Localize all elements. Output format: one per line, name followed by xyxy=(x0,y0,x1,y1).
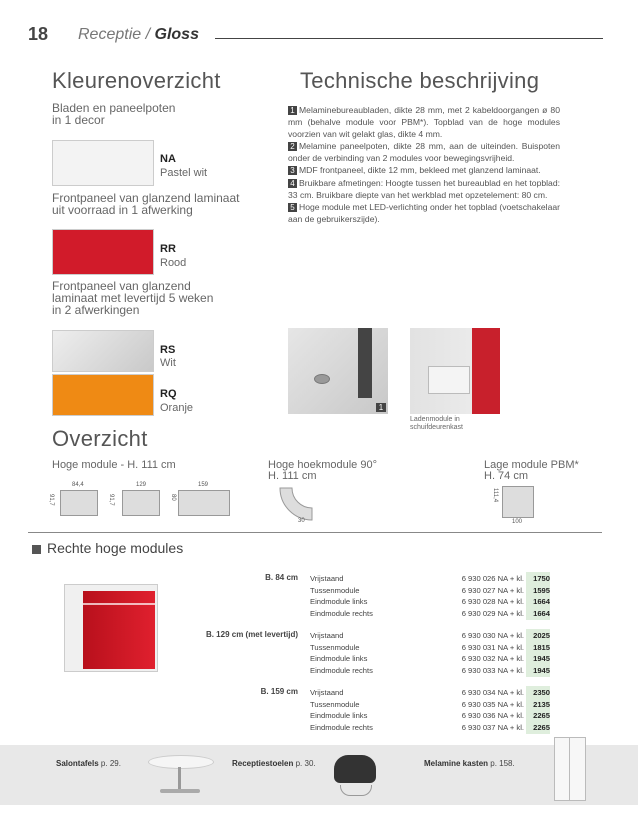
row-code: 6 930 027 NA + kl. xyxy=(461,585,524,595)
swatch-code-rr: RR xyxy=(160,243,176,255)
tech-description xyxy=(288,104,560,225)
row-price: 1815 xyxy=(533,642,550,652)
row-name: Vrijstaand xyxy=(310,574,344,583)
row-name: Tussenmodule xyxy=(310,585,360,595)
dim-label: 111,4 xyxy=(492,488,498,503)
row-code: 6 930 037 NA + kl. xyxy=(461,722,524,732)
swatch-name-na: Pastel wit xyxy=(160,167,208,179)
row-name: Tussenmodule xyxy=(310,699,360,709)
kleuren-title: Kleurenoverzicht xyxy=(52,68,221,93)
drawer-shape xyxy=(428,366,470,394)
row-price: 1945 xyxy=(533,654,550,663)
link-salontafels[interactable]: Salontafels p. 29. xyxy=(56,759,121,768)
swatch-na xyxy=(52,140,154,186)
row-name: Eindmodule rechts xyxy=(310,608,373,618)
red-panel xyxy=(472,328,500,414)
row-price: 1945 xyxy=(533,665,550,675)
bullet-square-icon xyxy=(32,545,41,554)
section-divider xyxy=(28,532,602,533)
row-code: 6 930 031 NA + kl. xyxy=(461,642,524,652)
row-name: Vrijstaand xyxy=(310,688,344,697)
row-price: 1664 xyxy=(533,608,550,618)
swatch-name-rs: Wit xyxy=(160,357,176,369)
swatch-rs xyxy=(52,330,154,372)
dim-label: 30 xyxy=(298,518,305,524)
swatch-name-rr: Rood xyxy=(160,257,187,269)
overzicht-title: Overzicht xyxy=(52,426,148,451)
link-melamine-kasten[interactable]: Melamine kasten p. 158. xyxy=(424,759,515,768)
row-name: Eindmodule rechts xyxy=(310,665,373,675)
detail-photo-cable xyxy=(288,328,388,414)
rechte-modules-heading: Rechte hoge modules xyxy=(32,540,183,556)
swatch-code-na: NA xyxy=(160,153,176,165)
row-code: 6 930 033 NA + kl. xyxy=(461,665,524,675)
row-price: 2135 xyxy=(533,699,550,709)
group1-text: Bladen en paneelpoten in 1 decor xyxy=(52,101,176,127)
dim-label: 80 xyxy=(170,494,176,501)
detail-photo-drawer xyxy=(410,328,500,414)
row-code: 6 930 032 NA + kl. xyxy=(461,654,524,663)
tech-item: 4 Bruikbare afmetingen: Hoogte tussen het bureaublad en het topblad: 33 cm. Bruikbare diepte van het werkblad met opzetelement: 80 cm. xyxy=(288,177,560,200)
row-name: Vrijstaand xyxy=(310,631,344,640)
row-name: Eindmodule rechts xyxy=(310,722,373,732)
swatch-name-rq: Oranje xyxy=(160,402,194,414)
page-number: 18 xyxy=(28,24,49,44)
row-name: Eindmodule links xyxy=(310,711,368,720)
row-price: 1595 xyxy=(533,585,550,595)
led-strip xyxy=(83,603,155,605)
row-price: 2265 xyxy=(533,722,550,732)
row-name: Eindmodule links xyxy=(310,654,368,663)
tech-item: 3 MDF frontpaneel, dikte 12 mm, bekleed met glanzend laminaat. xyxy=(288,164,560,176)
link-receptiestoelen[interactable]: Receptiestoelen p. 30. xyxy=(232,759,316,768)
swatch-code-rq: RQ xyxy=(160,388,177,400)
header-subsection: Gloss xyxy=(154,26,199,43)
row-code: 6 930 028 NA + kl. xyxy=(461,597,524,606)
tech-item: 1 Melaminebureaubladen, dikte 28 mm, met 2 kabeldoorgangen ø 80 mm (behalve module voor PBM*). Topblad van de hoge modules voorzien van wit gelakt glas, dikte 4 mm. xyxy=(288,105,560,140)
hoek-module-label: Hoge hoekmodule 90° H. 111 cm xyxy=(268,459,377,482)
cabinet-image xyxy=(554,737,586,801)
row-code: 6 930 034 NA + kl. xyxy=(461,688,524,697)
group-label: B. 129 cm (met levertijd) xyxy=(205,630,298,639)
dim-label: 91,7 xyxy=(108,494,114,506)
dim-label: 129 xyxy=(136,482,147,488)
tech-item: 2 Melamine paneelpoten, dikte 28 mm, aan de uiteinden. Buispoten onder de verbinding van 2 modules voor bewegingsvrijheid. xyxy=(288,141,560,164)
row-price: 1750 xyxy=(533,574,550,583)
row-code: 6 930 029 NA + kl. xyxy=(461,608,524,618)
swatch-code-rs: RS xyxy=(160,344,176,356)
tech-title: Technische beschrijving xyxy=(300,68,540,93)
dim-label: 91,7 xyxy=(48,494,54,506)
swatch-rr xyxy=(52,229,154,275)
group-label: B. 159 cm xyxy=(260,687,298,696)
row-price: 1664 xyxy=(533,597,550,606)
row-price: 2265 xyxy=(533,711,550,720)
row-price: 2025 xyxy=(533,631,550,640)
header-section: Receptie / xyxy=(78,26,151,43)
dim-label: 159 xyxy=(198,482,209,488)
product-image-desk xyxy=(64,584,158,672)
diagram-module-159 xyxy=(178,490,230,516)
diagram-low-module xyxy=(502,486,534,518)
hoge-module-label: Hoge module - H. 111 cm xyxy=(52,459,176,471)
row-code: 6 930 030 NA + kl. xyxy=(461,631,524,640)
row-name: Tussenmodule xyxy=(310,642,360,652)
related-products-footer xyxy=(0,745,638,805)
header-rule xyxy=(215,38,603,39)
coffee-table-image xyxy=(148,753,212,797)
lage-module-label: Lage module PBM* H. 74 cm xyxy=(484,459,579,482)
photo-caption: Ladenmodule in schuifdeurenkast xyxy=(410,416,463,431)
row-code: 6 930 036 NA + kl. xyxy=(461,711,524,720)
cable-grommet xyxy=(314,374,330,384)
row-price: 2350 xyxy=(533,688,550,697)
row-code: 6 930 026 NA + kl. xyxy=(461,574,524,583)
diagram-corner-module xyxy=(278,486,318,522)
dim-label: 84,4 xyxy=(72,482,84,488)
row-code: 6 930 035 NA + kl. xyxy=(461,699,524,709)
photo-number-tag: 1 xyxy=(376,403,386,412)
group-label: B. 84 cm xyxy=(265,573,298,582)
diagram-module-84 xyxy=(60,490,98,516)
dim-label: 100 xyxy=(512,519,523,525)
monitor-shape xyxy=(358,328,372,398)
tech-item: 5 Hoge module met LED-verlichting onder het topblad (voetschakelaar aan de gebruikerszijde). xyxy=(288,201,560,224)
page-header xyxy=(78,26,199,44)
group2-text: Frontpaneel van glanzend laminaat uit voorraad in 1 afwerking xyxy=(52,191,240,217)
swatch-rq xyxy=(52,374,154,416)
chair-image xyxy=(330,751,380,799)
row-name: Eindmodule links xyxy=(310,597,368,606)
group3-text: Frontpaneel van glanzend laminaat met levertijd 5 weken in 2 afwerkingen xyxy=(52,279,214,317)
diagram-module-129 xyxy=(122,490,160,516)
